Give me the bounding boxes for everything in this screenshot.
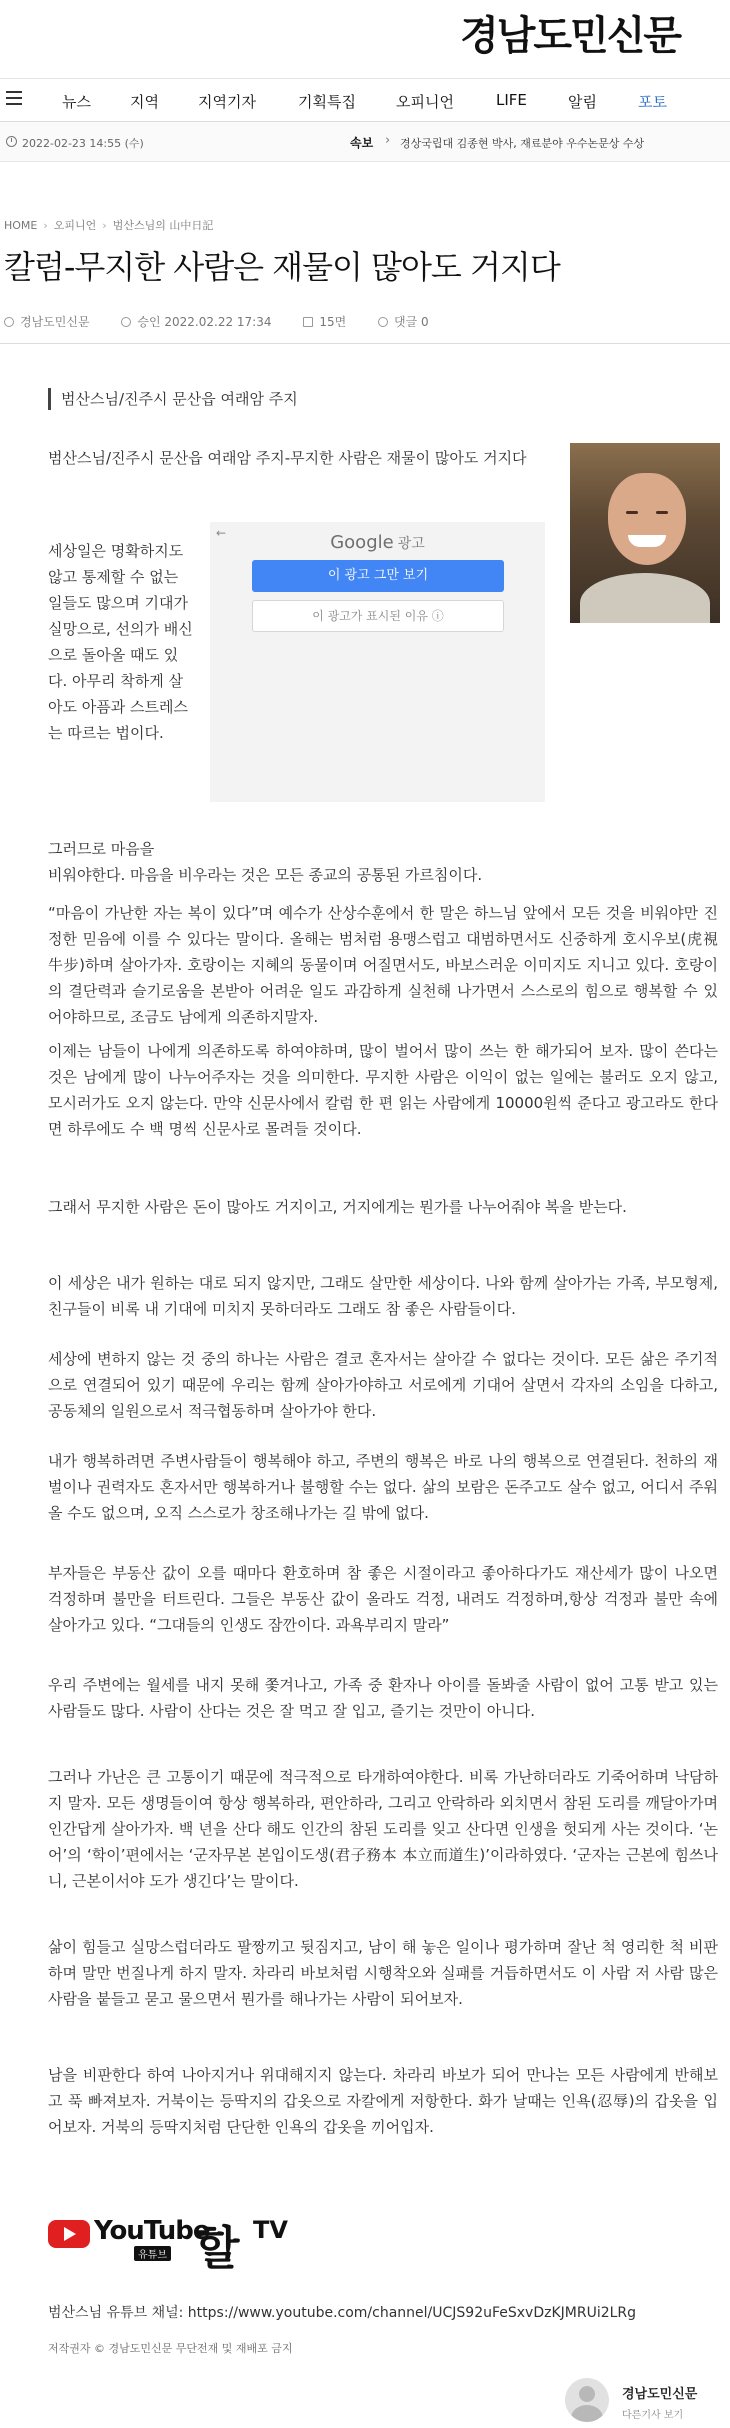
breadcrumb-home[interactable]: HOME [4,219,38,232]
meta-source-text: 경남도민신문 [20,315,90,329]
comment-icon [378,317,388,327]
youtube-play-icon [48,2220,90,2248]
header-logo-bar [0,0,730,60]
article-paragraph: 내가 행복하려면 주변사람들이 행복해야 하고, 주변의 행복은 바로 나의 행복으로 연결된다. 천하의 재벌이나 권력자도 혼자서만 행복하거나 불행할 수는 없다. 삶의 보람은 돈주고도 살수 없고, 어디서 주워올 수도 없으며, 오직 스스로가 창조해나가는 길 밖에 없다. [48,1452,718,1522]
article-paragraph: 부자들은 부동산 값이 오를 때마다 환호하며 참 좋은 시절이라고 좋아하다가도 재산세가 많이 나오면 걱정하며 불만을 터트린다. 그들은 부동산 값이 올라도 걱정, 내려도 걱정하며,항상 걱정과 불만 속에 살아가고 있다. “그대들의 인생도 잠깐이다. 과욕부리지 말라” [48,1564,718,1634]
breadcrumb [4,217,213,233]
ticker-date: 2022-02-23 14:55 (수) [22,137,144,150]
youtube-channel-link[interactable]: 범산스님 유튜브 채널: https://www.youtube.com/channel/UCJS92uFeSxvDzKJMRUi2LRg [48,2305,637,2321]
article-paragraph-intro: 세상일은 명확하지도 않고 통제할 수 없는 일들도 많으며 기대가 실망으로, 선의가 배신으로 돌아올 때도 있다. 아무리 착하게 살아도 아픔과 스트레스는 따르는 법이다. [48,542,193,742]
author-name: 경남도민신문 [622,2387,698,2402]
article-paragraph: 삶이 힘들고 실망스럽더라도 팔짱끼고 뒷짐지고, 남이 해 놓은 일이나 평가하며 잘난 척 영리한 척 비판하며 말만 번질나게 하지 말자. 차라리 바보처럼 시행착오와 실패를 거듭하면서도 이 사람 저 사람 많은 사람을 붙들고 묻고 물으면서 뭔가를 해나가는 사람이 되어보자. [48,1938,718,2008]
nav-item-feature[interactable]: 기획특집 [298,93,356,111]
youtube-sub-label: 유튜브 [134,2246,171,2261]
hal-tv-suffix: TV [253,2216,288,2244]
clock-icon [121,317,131,327]
ad-suffix: 광고 [397,536,425,552]
article-paragraph: 그래서 무지한 사람은 돈이 많아도 거지이고, 거지에게는 뭔가를 나누어줘야 복을 받는다. [48,1198,627,1216]
author-photo [570,443,720,623]
hamburger-menu-icon[interactable] [6,91,22,105]
clock-icon [6,136,17,147]
nav-item-region[interactable]: 지역 [130,93,159,111]
meta-page-text: 15면 [319,315,347,329]
nav-item-life[interactable]: LIFE [496,91,527,109]
meta-comments-text[interactable]: 댓글 0 [394,315,429,329]
meta-comments[interactable] [378,313,429,330]
article-subhead: 범산스님/진주시 문산읍 여래암 주지 [48,388,298,410]
stop-ad-button[interactable]: 이 광고 그만 보기 [252,560,504,592]
article-paragraph: 이제는 남들이 나에게 의존하도록 하여야하며, 많이 벌어서 많이 쓰는 한 해가되어 보자. 많이 쓴다는 것은 남에게 많이 나누어주자는 것을 의미한다. 무지한 사람은 이익이 없는 일에는 불러도 오지 않고, 모시러가도 오지 않는다. 만약 신문사에서 칼럼 한 편 읽는 사람에게 10000원씩 준다고 광고라도 한다면 하루에도 수 백 명씩 신문사로 몰려들 것이다. [48,1042,718,1138]
copyright-notice: 저작권자 © 경남도민신문 무단전재 및 재배포 금지 [48,2342,293,2355]
why-ad-button[interactable]: 이 광고가 표시된 이유 ⓘ [252,600,504,632]
article-paragraph: 남을 비판한다 하여 나아지거나 위대해지지 않는다. 차라리 바보가 되어 만나는 모든 사람에게 반해보고 푹 빠져보자. 거북이는 등딱지의 갑옷으로 자칼에게 저항한다. 화가 날때는 인욕(忍辱)의 갑옷을 입어보자. 거북의 등딱지처럼 단단한 인욕의 갑옷을 끼어입자. [48,2066,718,2136]
article-title: 칼럼-무지한 사람은 재물이 많아도 거지다 [4,248,560,286]
breadcrumb-separator-icon: › [43,219,48,232]
header-divider [0,343,730,344]
ad-brand: Google [330,532,394,553]
meta-approved [121,313,271,330]
avatar [565,2378,609,2422]
article-paragraph: 그러나 가난은 큰 고통이기 때문에 적극적으로 타개하여야한다. 비록 가난하더라도 기죽어하며 낙담하지 말자. 모든 생명들이여 항상 행복하라, 편안하라, 그리고 안락하라 외치면서 참된 도리를 깨달아가며 인간답게 살아가자. 백 년을 산다 해도 인간의 참된 도리를 잊고 산다면 인생을 헛되게 사는 것이다. ‘논어’의 ‘학이’편에서는 ‘군자무본 본입이도생(君子務本 本立而道生)’이라하였다. ‘군자는 근본에 힘쓰나니, 근본이서야 도가 생긴다’는 말이다. [48,1768,718,1890]
article-paragraph: 세상에 변하지 않는 것 중의 하나는 사람은 결코 혼자서는 살아갈 수 없다는 것이다. 모든 삶은 주기적으로 연결되어 있기 때문에 우리는 함께 살아가야하고 서로에게 기대어 살면서 각자의 소임을 다하고, 공동체의 일원으로서 적극협동하며 살아가야 한다. [48,1350,718,1420]
page-icon [303,317,313,327]
meta-approved-text: 승인 2022.02.22 17:34 [137,315,272,329]
main-nav [0,78,730,122]
back-arrow-icon[interactable]: ← [216,526,227,540]
article-lead: 범산스님/진주시 문산읍 여래암 주지-무지한 사람은 재물이 많아도 거지다 [48,449,527,467]
article-paragraph: 이 세상은 내가 원하는 대로 되지 않지만, 그래도 살만한 세상이다. 나와 함께 살아가는 가족, 부모형제, 친구들이 비록 내 기대에 미치지 못하더라도 그래도 참 좋은 사람들이다. [48,1274,718,1318]
site-logo[interactable]: 경남도민신문 [460,13,680,59]
article-meta [4,313,457,330]
nav-item-notice[interactable]: 알림 [568,93,597,111]
chevron-right-icon: › [385,133,391,148]
author-other-articles-link[interactable]: 다른기사 보기 [622,2410,684,2421]
nav-item-photo[interactable]: 포토 [638,93,667,111]
youtube-wordmark: YouTube [94,2216,210,2246]
article-paragraph: 우리 주변에는 월세를 내지 못해 쫓겨나고, 가족 중 환자나 아이를 돌봐줄 사람이 없어 고통 받고 있는 사람들도 많다. 사람이 산다는 것은 잘 먹고 잘 입고, 즐기는 것만이 아니다. [48,1676,718,1720]
breadcrumb-separator-icon: › [102,219,107,232]
nav-item-opinion[interactable]: 오피니언 [396,93,454,111]
ad-title [210,532,545,553]
nav-item-region-reporter[interactable]: 지역기자 [198,93,256,111]
news-ticker [0,122,730,162]
breadcrumb-opinion[interactable]: 오피니언 [53,219,97,232]
breaking-headline-link[interactable]: 경상국립대 김종현 박사, 재료분야 우수논문상 수상 [400,137,645,150]
meta-page [303,313,346,330]
hal-tv-logo[interactable]: 할 [195,2221,240,2275]
google-ad-box [210,522,545,802]
breaking-label: 속보 [350,136,374,150]
meta-source [4,313,90,330]
breadcrumb-column-series[interactable]: 범산스님의 山中日記 [112,219,214,232]
article-paragraph: 그러므로 마음을 비워야한다. 마음을 비우라는 것은 모든 종교의 공통된 가르침이다. [48,840,483,884]
user-icon [4,317,14,327]
article-paragraph: “마음이 가난한 자는 복이 있다”며 예수가 산상수훈에서 한 말은 하느님 앞에서 모든 것을 비워야만 진정한 믿음에 이를 수 있다는 말이다. 올해는 범처럼 용맹스럽고 대범하면서도 신중하게 호시우보(虎視牛步)하며 살아가자. 호랑이는 지혜의 동물이며 어질면서도, 바보스러운 이미지도 지니고 있다. 호랑이의 결단력과 슬기로움을 본받아 어려운 일도 과감하게 실천해 나가면서 스스로의 힘으로 행복할 수 있어야하므로, 조금도 남에게 의존하지말자. [48,904,718,1026]
nav-item-news[interactable]: 뉴스 [62,93,91,111]
